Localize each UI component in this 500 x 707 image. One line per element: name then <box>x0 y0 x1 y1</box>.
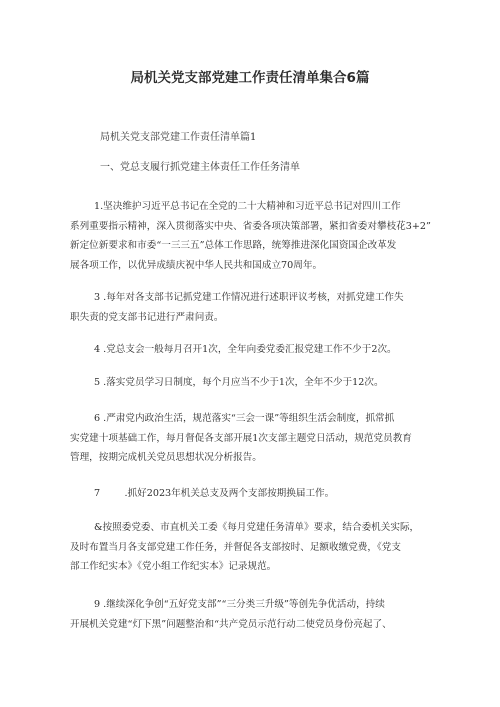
paragraph-line: 1.坚决维护习近平总书记在全党的二十大精神和习近平总书记对四川工作 <box>94 201 401 212</box>
paragraph-1 <box>70 197 440 275</box>
subtitle: 局机关党支部党建工作责任清单篇1 <box>100 132 257 143</box>
paragraph-line: 职失责的党支部书记进行严肃问责。 <box>70 311 224 323</box>
paragraph-4 <box>70 340 440 360</box>
paragraph-line: 实党建十项基础工作，每月督促各支部开展1次支部主题党日活动，规范党员教育 <box>70 432 412 444</box>
paragraph-line: 部工作纪实本》《党小组工作纪实本》记录规范。 <box>70 561 277 572</box>
paragraph-3 <box>70 288 440 327</box>
paragraph-7 <box>70 484 440 504</box>
paragraph-5 <box>70 373 440 393</box>
paragraph-line: 5 .落实党员学习日制度，每个月应当不少于1次，全年不少于12次。 <box>94 377 384 388</box>
paragraph-line: 开展机关党建“灯下黑”问题整治和“共产党员示范行动二使党员身份亮起了、 <box>70 618 392 630</box>
paragraph-line: 系列重要指示精神，深入贯彻落实中央、省委各项决策部署，紧扣省委对攀枝花3+2” <box>70 220 431 232</box>
document-title: 局机关党支部党建工作责任清单集合6篇 <box>130 70 370 86</box>
paragraph-line: 7 .抓好2023年机关总支及两个支部按期换届工作。 <box>94 488 335 499</box>
paragraph-line: 4 .党总支会一般每月召开1次，全年向委党委汇报党建工作不少于2次。 <box>94 344 397 355</box>
paragraph-line: 展各项工作，以优异成绩庆祝中华人民共和国成立70周年。 <box>70 259 323 271</box>
paragraph-line: 新定位新要求和市委“一三三五”总体工作思路，统筹推进深化国资国企改革发 <box>70 240 397 251</box>
paragraph-8 <box>70 518 440 577</box>
paragraph-line: &按照委党委、市直机关工委《每月党建任务清单》要求，结合委机关实际， <box>94 522 420 533</box>
paragraph-6 <box>70 409 440 468</box>
paragraph-line: 6 .严肃党内政治生活，规范落实“三会一课”等组织生活会制度，抓常抓 <box>94 413 395 424</box>
section-heading: 一、党总支履行抓党建主体责任工作任务清单 <box>100 162 300 173</box>
paragraph-line: 3 .每年对各支部书记抓党建工作情况进行述职评议考核，对抓党建工作失 <box>94 292 404 303</box>
paragraph-line: 及时布置当月各支部党建工作任务，并督促各支部按时、足额收缴党费，《党支 <box>70 541 401 553</box>
paragraph-line: 9 .继续深化争创“五好党支部”“三分类三升级”等创先争优活动，持续 <box>94 599 385 610</box>
paragraph-9 <box>70 595 440 634</box>
paragraph-line: 管理，按期完成机关党员思想状况分析报告。 <box>70 452 262 463</box>
